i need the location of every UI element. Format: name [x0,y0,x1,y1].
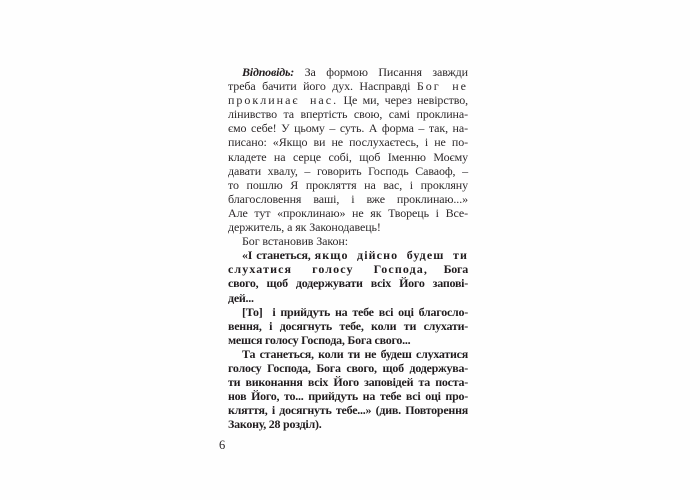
text-run: ємо себе! У цьому – суть. А форма – так, на- [228,121,468,136]
text-line [228,192,468,206]
text-run: За формою Писання завжди [294,65,468,79]
text-line [228,375,468,389]
text-run: мешся голосу Господа, Бога свого... [228,332,411,347]
text-run: проклинає нас. [228,93,339,108]
text-run: Але тут «проклинаю» не як Творець і Все- [228,205,468,220]
text-run: голосу Господа, Бога свого, щоб додержува- [228,360,468,375]
text-run: Та станеться, коли ти не будеш слухатися [242,346,468,361]
text-run: нов Його, то... прийдуть на тебе всі оці про- [228,389,468,404]
page-number: 6 [219,438,226,452]
page-text [228,65,468,431]
text-run: «І станеться, [242,248,315,263]
text-line [228,65,468,79]
text-run: держитель, а як Законодавець! [228,220,381,235]
text-run: лінивство та впертість свою, самі проклина- [228,107,468,122]
text-line [228,291,468,305]
text-run: кладете на серце собі, щоб Іменню Моєму [228,149,468,164]
text-line [228,107,468,121]
text-run: благословення ваші, і вже проклинаю...» [228,191,468,206]
text-line [228,79,468,93]
text-line [228,178,468,192]
text-run: Бог встановив Закон: [242,234,348,249]
text-run: треба бачити його дух. Насправді [228,79,417,94]
text-run: писано: «Якщо ви не послухаєтесь, і не по- [228,135,468,150]
text-line [228,417,468,431]
text-line [228,262,468,276]
text-line [228,403,468,417]
text-line [228,150,468,164]
text-line [228,93,468,107]
text-run: Закону, 28 розділ). [228,417,322,432]
text-run: вення, і досягнуть тебе, коли ти слухати- [228,318,468,333]
text-line [228,305,468,319]
text-run: дей... [228,290,254,305]
text-line [228,135,468,149]
text-line [228,248,468,262]
text-run: Відповідь: [242,65,295,79]
text-line [228,347,468,361]
text-run: слухатися голосу Господа, [228,262,428,277]
text-line [228,121,468,135]
text-run: свого, щоб додержувати всіх Його запові- [228,276,468,291]
text-run: якщо дійсно будеш ти [314,248,469,263]
text-line [228,164,468,178]
text-line [228,220,468,234]
text-run: [То] і прийдуть на тебе всі оці благосло- [242,304,468,319]
text-run: давати хвалу, – говорить Господь Саваоф, – [228,163,468,178]
text-line [228,276,468,290]
text-run: Бог не [416,79,469,94]
text-run: кляття, і досягнуть тебе...» (див. Повторення [228,403,468,418]
text-line [228,361,468,375]
text-line [228,319,468,333]
text-run: Це ми, через невірство, [338,93,468,108]
text-run: Бога [427,262,469,277]
text-line [228,389,468,403]
text-run: то пошлю Я прокляття на вас, і прокляну [228,177,468,192]
text-line [228,234,468,248]
text-line [228,333,468,347]
text-run: ти виконання всіх Його заповідей та поста- [228,375,468,390]
text-line [228,206,468,220]
